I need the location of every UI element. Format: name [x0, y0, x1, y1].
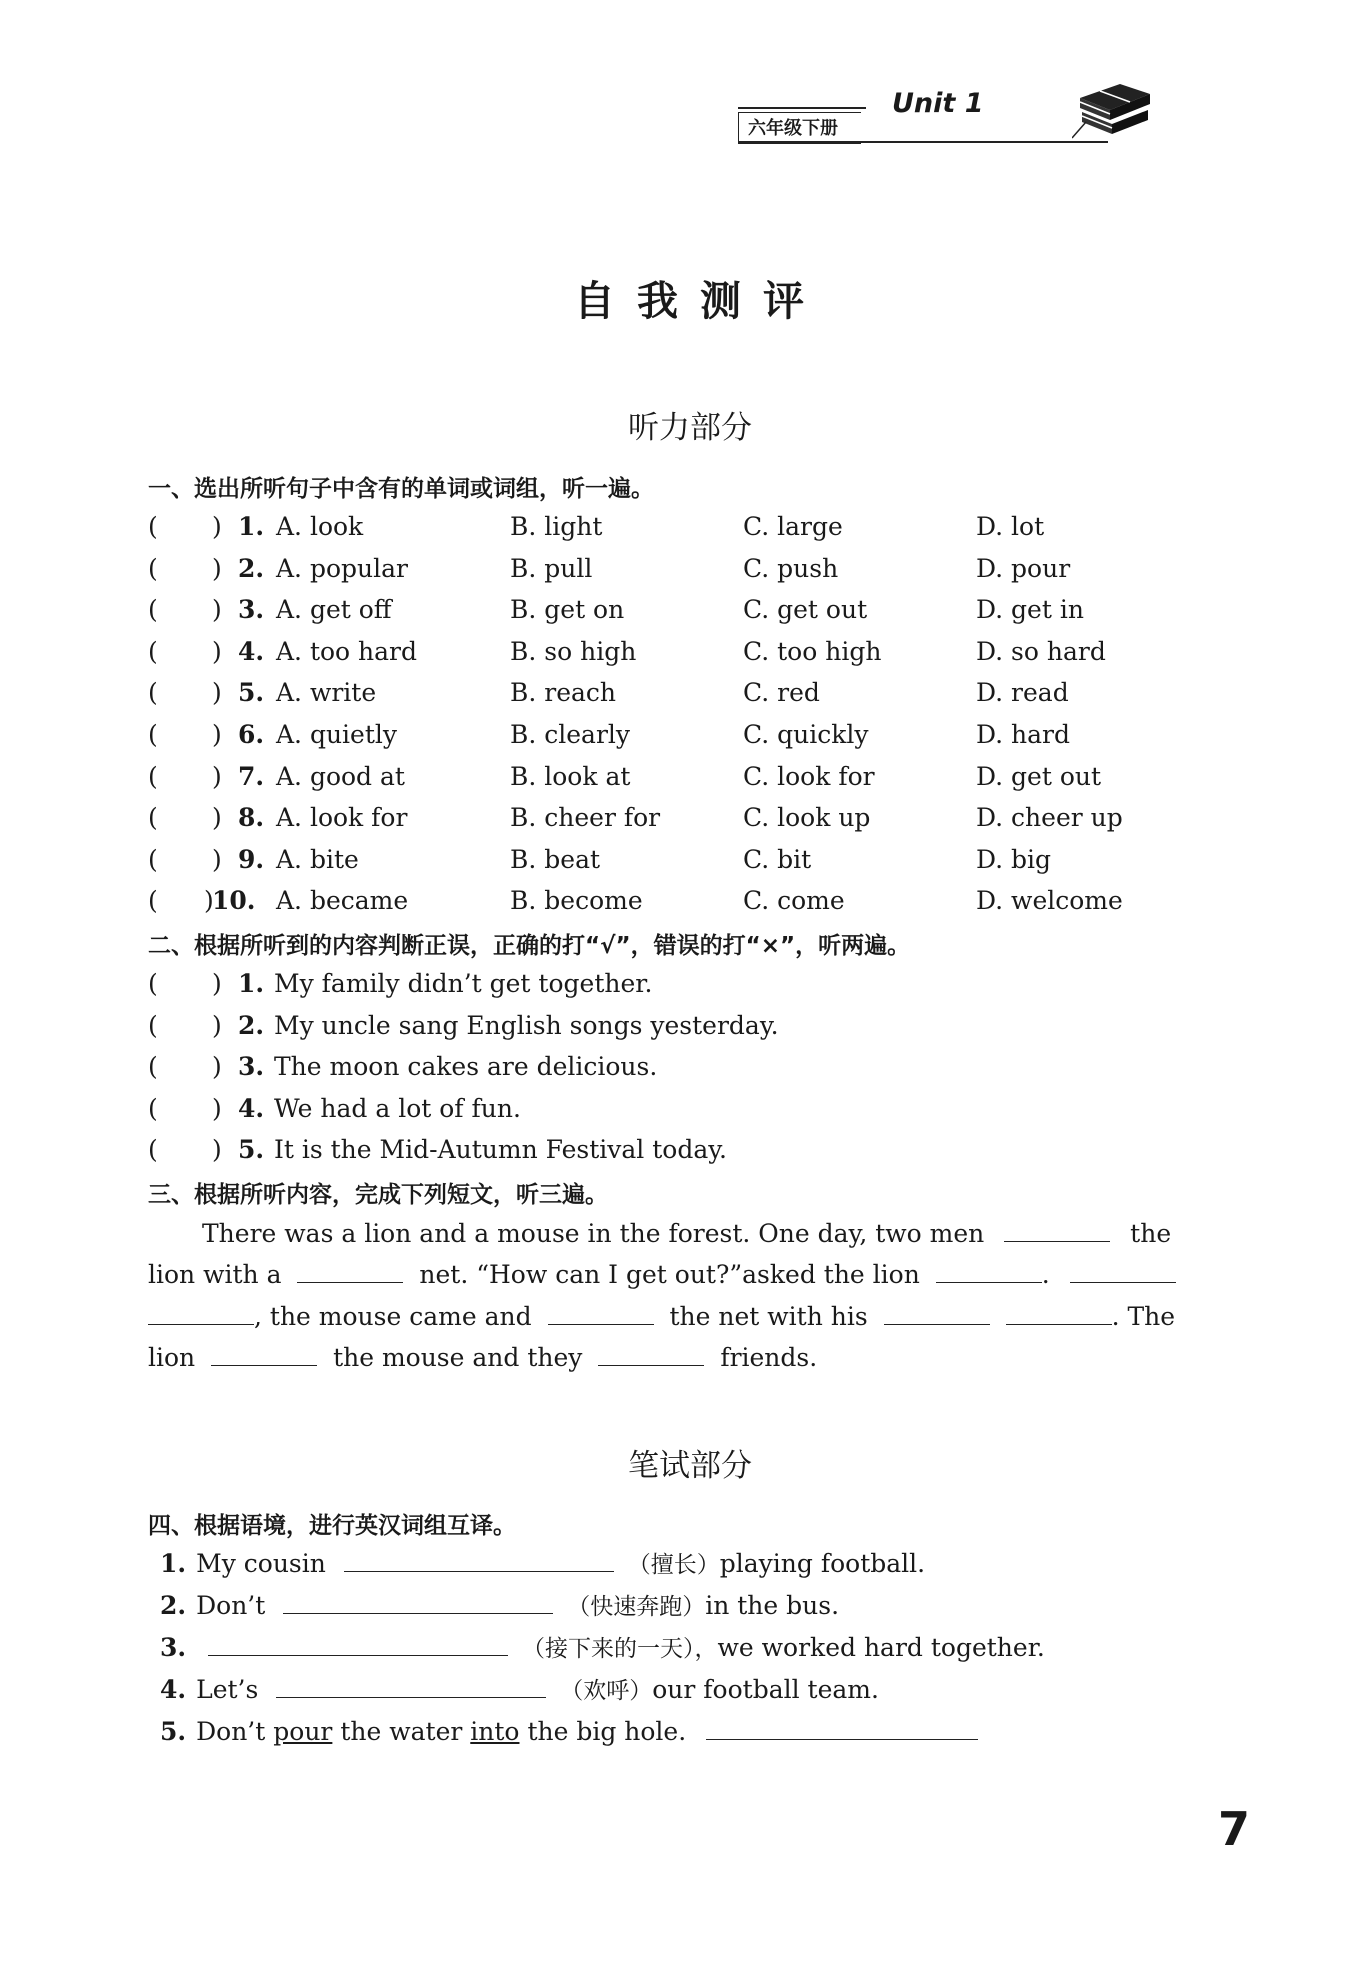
question-number: 5. — [238, 1135, 265, 1165]
answer-paren-open[interactable]: ( — [148, 636, 158, 666]
answer-blank[interactable] — [208, 1627, 508, 1656]
answer-blank[interactable] — [936, 1254, 1042, 1283]
option-b[interactable]: B. get on — [510, 595, 625, 625]
option-b[interactable]: B. look at — [510, 761, 631, 791]
option-a[interactable]: A. became — [276, 886, 409, 916]
option-d[interactable]: D. so hard — [976, 636, 1106, 666]
answer-blank[interactable] — [344, 1543, 614, 1572]
option-b[interactable]: B. light — [510, 512, 603, 541]
answer-paren-open[interactable]: ( — [148, 553, 158, 583]
option-c[interactable]: C. come — [743, 886, 845, 916]
page-title: 自我测评 — [574, 277, 826, 325]
answer-paren-close: ) — [212, 595, 222, 625]
statement-text: It is the Mid-Autumn Festival today. — [274, 1135, 728, 1165]
option-c[interactable]: C. look up — [743, 803, 871, 833]
option-a[interactable]: A. quietly — [276, 720, 398, 749]
answer-blank[interactable] — [1070, 1254, 1176, 1283]
question-number: 4. — [238, 1093, 265, 1123]
question-number: 10. — [212, 886, 256, 916]
answer-paren-close: ) — [212, 512, 222, 541]
option-d[interactable]: D. read — [976, 678, 1069, 708]
answer-paren-open[interactable]: ( — [148, 678, 158, 708]
answer-paren-open[interactable]: ( — [148, 512, 158, 541]
answer-paren-open[interactable]: ( — [148, 803, 158, 833]
option-b[interactable]: B. become — [510, 886, 643, 916]
answer-blank[interactable] — [1006, 1296, 1112, 1325]
question-number: 8. — [238, 803, 265, 833]
answer-paren-close: ) — [212, 1093, 222, 1123]
option-a[interactable]: A. good at — [276, 761, 405, 791]
grade-label: 六年级下册 — [748, 118, 838, 139]
answer-paren-open[interactable]: ( — [148, 969, 158, 998]
answer-paren-open[interactable]: ( — [148, 1010, 158, 1040]
option-c[interactable]: C. push — [743, 553, 839, 583]
writing-section-title: 笔试部分 — [628, 1448, 752, 1484]
option-a[interactable]: A. too hard — [276, 636, 418, 666]
answer-paren-close: ) — [212, 761, 222, 791]
question-number: 3. — [238, 1052, 265, 1082]
option-d[interactable]: D. hard — [976, 720, 1071, 749]
answer-blank[interactable] — [297, 1254, 403, 1283]
option-d[interactable]: D. get in — [976, 595, 1084, 625]
passage-line-4: lion the mouse and they friends. — [148, 1337, 817, 1379]
option-d[interactable]: D. cheer up — [976, 803, 1123, 833]
section3-heading: 三、根据所听内容，完成下列短文，听三遍。 — [148, 1182, 608, 1208]
listening-section-title: 听力部分 — [628, 410, 752, 446]
answer-paren-close: ) — [212, 678, 222, 708]
answer-blank[interactable] — [884, 1296, 990, 1325]
answer-blank[interactable] — [1004, 1213, 1110, 1242]
option-a[interactable]: A. write — [276, 678, 377, 708]
question-number: 2. — [238, 1010, 265, 1040]
option-c[interactable]: C. look for — [743, 761, 875, 791]
option-d[interactable]: D. pour — [976, 553, 1071, 583]
option-b[interactable]: B. cheer for — [510, 803, 661, 833]
answer-paren-close: ) — [212, 720, 222, 749]
option-d[interactable]: D. big — [976, 844, 1052, 874]
answer-blank[interactable] — [706, 1711, 978, 1740]
question-number: 4. — [238, 636, 265, 666]
option-b[interactable]: B. so high — [510, 636, 637, 666]
question-number: 9. — [238, 844, 265, 874]
option-b[interactable]: B. clearly — [510, 720, 631, 749]
answer-blank[interactable] — [211, 1337, 317, 1366]
translation-item-3: 3. （接下来的一天），we worked hard together. — [160, 1627, 1045, 1669]
answer-paren-close: ) — [212, 636, 222, 666]
option-c[interactable]: C. quickly — [743, 720, 869, 749]
answer-paren-close: ) — [212, 1135, 222, 1165]
answer-paren-open[interactable]: ( — [148, 595, 158, 625]
option-d[interactable]: D. welcome — [976, 886, 1123, 916]
option-c[interactable]: C. get out — [743, 595, 868, 625]
answer-blank[interactable] — [598, 1337, 704, 1366]
passage-line-2: lion with a net. “How can I get out?”asked the lion . — [148, 1254, 1176, 1296]
answer-paren-close: ) — [212, 1010, 222, 1040]
header-rule-top — [738, 107, 866, 109]
option-a[interactable]: A. popular — [276, 553, 408, 583]
translation-item-5: 5. Don’t pour the water into the big hole. — [160, 1711, 978, 1752]
answer-paren-open[interactable]: ( — [148, 1135, 158, 1165]
option-a[interactable]: A. get off — [276, 595, 392, 625]
answer-blank[interactable] — [548, 1296, 654, 1325]
question-number: 5. — [238, 678, 265, 708]
statement-text: My family didn’t get together. — [274, 969, 653, 998]
unit-label: Unit 1 — [892, 88, 984, 119]
option-b[interactable]: B. pull — [510, 553, 593, 583]
option-d[interactable]: D. get out — [976, 761, 1102, 791]
statement-text: We had a lot of fun. — [274, 1093, 521, 1123]
translation-item-2: 2. Don’t （快速奔跑）in the bus. — [160, 1585, 839, 1627]
header-rule — [738, 141, 1108, 143]
question-number: 1. — [238, 969, 265, 998]
section2-heading: 二、根据所听到的内容判断正误，正确的打“√”，错误的打“×”，听两遍。 — [148, 933, 911, 959]
passage-line-3: , the mouse came and the net with his . The — [148, 1296, 1175, 1338]
answer-blank[interactable] — [148, 1296, 254, 1325]
answer-paren-close: ) — [212, 969, 222, 998]
option-c[interactable]: C. bit — [743, 844, 812, 874]
option-b[interactable]: B. beat — [510, 844, 601, 874]
translation-item-4: 4. Let’s （欢呼）our football team. — [160, 1669, 879, 1711]
statement-text: The moon cakes are delicious. — [274, 1052, 658, 1082]
option-c[interactable]: C. red — [743, 678, 820, 708]
option-d[interactable]: D. lot — [976, 512, 1045, 541]
answer-paren-close: ) — [212, 803, 222, 833]
passage-line-1: There was a lion and a mouse in the forest. One day, two men the — [202, 1213, 1162, 1255]
answer-paren-open[interactable]: ( — [148, 761, 158, 791]
answer-blank[interactable] — [276, 1669, 546, 1698]
option-c[interactable]: C. large — [743, 512, 843, 541]
question-number: 3. — [238, 595, 265, 625]
books-icon — [1072, 80, 1152, 142]
question-number: 2. — [238, 553, 265, 583]
answer-paren-close: ) — [212, 553, 222, 583]
option-a[interactable]: A. look for — [276, 803, 408, 833]
option-a[interactable]: A. bite — [276, 844, 359, 874]
answer-blank[interactable] — [283, 1585, 553, 1614]
answer-paren-open[interactable]: ( — [148, 886, 158, 916]
section4-heading: 四、根据语境，进行英汉词组互译。 — [148, 1513, 516, 1539]
statement-text: My uncle sang English songs yesterday. — [274, 1010, 779, 1040]
option-c[interactable]: C. too high — [743, 636, 882, 666]
page-number: 7 — [1218, 1802, 1251, 1856]
answer-paren-open[interactable]: ( — [148, 1052, 158, 1082]
option-b[interactable]: B. reach — [510, 678, 617, 708]
answer-paren-open[interactable]: ( — [148, 720, 158, 749]
answer-paren-close: ) — [204, 886, 214, 916]
option-a[interactable]: A. look — [276, 512, 364, 541]
question-number: 7. — [238, 761, 265, 791]
answer-paren-open[interactable]: ( — [148, 1093, 158, 1123]
question-number: 1. — [238, 512, 265, 541]
answer-paren-close: ) — [212, 844, 222, 874]
answer-paren-close: ) — [212, 1052, 222, 1082]
question-number: 6. — [238, 720, 265, 749]
translation-item-1: 1. My cousin （擅长）playing football. — [160, 1543, 925, 1585]
answer-paren-open[interactable]: ( — [148, 844, 158, 874]
section1-heading: 一、选出所听句子中含有的单词或词组，听一遍。 — [148, 476, 654, 502]
